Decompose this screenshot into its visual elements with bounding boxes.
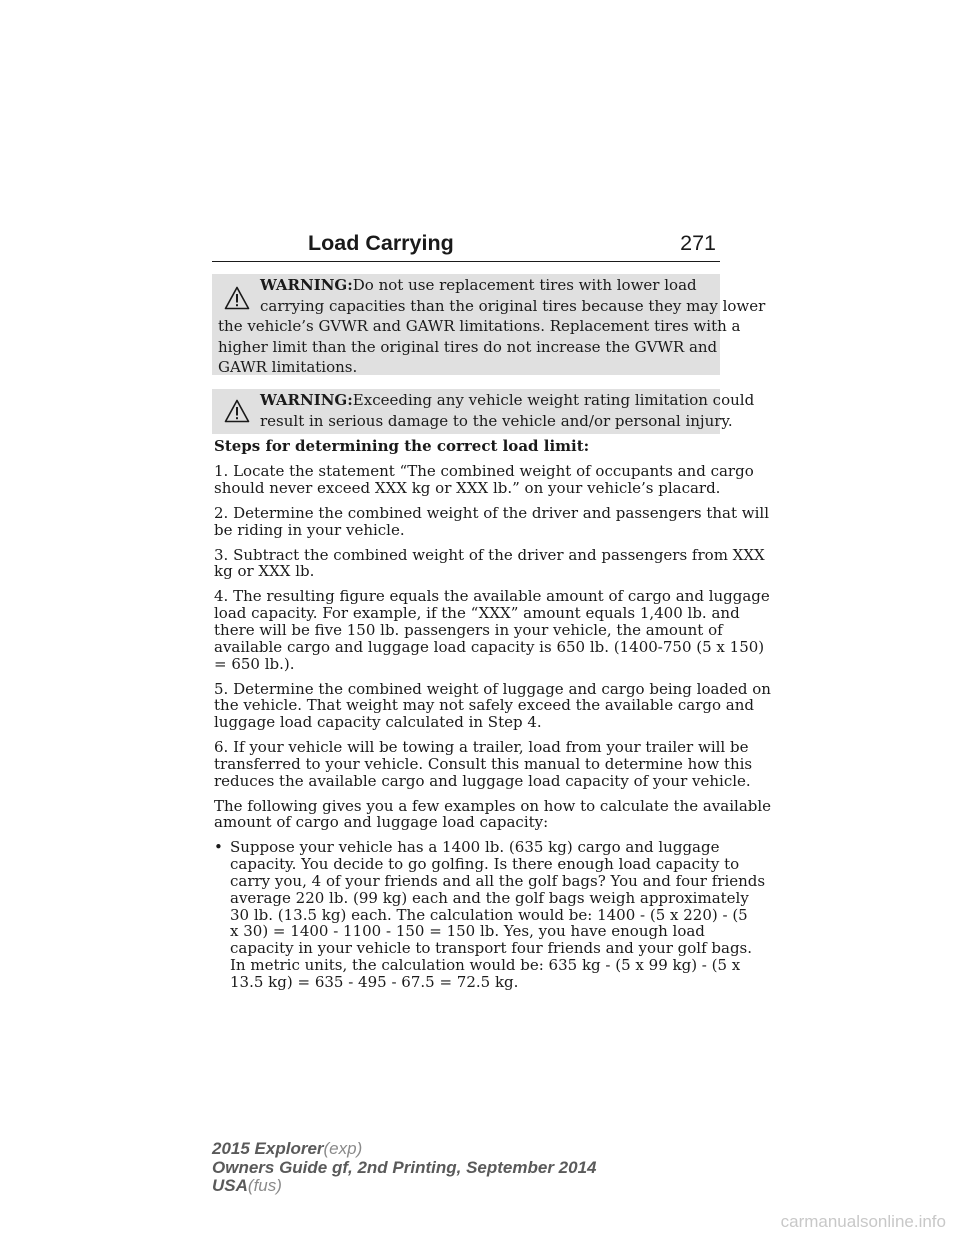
steps-heading: Steps for determining the correct load limit: (214, 437, 590, 455)
warning-text: Do not use replacement tires with lower load (352, 276, 697, 294)
bullet-marker: • (214, 838, 223, 857)
site-watermark: carmanualsonline.info (780, 1212, 946, 1231)
warning-line: higher limit than the original tires do not increase the GVWR and (218, 337, 718, 356)
warning-line: result in serious damage to the vehicle and/or personal injury. (260, 411, 733, 430)
body-content (214, 437, 772, 991)
step-5: 5. Determine the combined weight of luggage and cargo being loaded on the vehicle. That weight may not safely exceed the available cargo and luggage load capacity calculated in Step 4. (214, 679, 771, 732)
warning-box-weight-rating (212, 389, 755, 434)
step-1: 1. Locate the statement “The combined weight of occupants and cargo should never exceed XXX kg or XXX lb.” on your vehicle’s placard. (214, 461, 754, 497)
warning-triangle-icon (224, 286, 250, 310)
page-number: 271 (680, 231, 716, 255)
footer-edition-line: Owners Guide gf, 2nd Printing, September 2014 (212, 1157, 597, 1177)
example-bullet-item: • Suppose your vehicle has a 1400 lb. (635 kg) cargo and luggage capacity. You decide to go golfing. Is there enough load capacity to carry you, 4 of your friends and all the golf bags? You and four friends average 220 lb. (99 kg) each and the golf bags weigh approximately 30 lb. (13.5 kg) each. The calculation would be: 1400 - (5 x 220) - (5 x 30) = 1400 - 1100 - 150 = 150 lb. Yes, you have enough load capacity in your vehicle to transport four friends and your golf bags. In metric units, the calculation would be: 635 kg - (5 x 99 kg) - (5 x 13.5 kg) = 635 - 495 - 67.5 = 72.5 kg. (214, 838, 766, 991)
step-6: 6. If your vehicle will be towing a trailer, load from your trailer will be transferred to your vehicle. Consult this manual to determine how this reduces the available cargo and luggage load capacity of your vehicle. (214, 738, 753, 790)
warning-triangle-icon (224, 399, 250, 423)
step-4: 4. The resulting figure equals the available amount of cargo and luggage load capacity. For example, if the “XXX” amount equals 1,400 lb. and there will be five 150 lb. passengers in your vehicle, the amount of available cargo and luggage load capacity is 650 lb. (1400-750 (5 x 150) = 650 lb.). (214, 587, 770, 673)
warning-line: GAWR limitations. (218, 358, 358, 376)
document-footer (212, 1140, 596, 1196)
warning-first-line (212, 275, 720, 296)
warning-box-tires (212, 274, 766, 376)
warning-label: WARNING: (260, 391, 353, 409)
warning-line: carrying capacities than the original tires because they may lower (260, 296, 766, 315)
warning-line: the vehicle’s GVWR and GAWR limitations. Replacement tires with a (218, 317, 741, 335)
footer-model-line: 2015 Explorer(exp) (212, 1139, 363, 1158)
section-title: Load Carrying (308, 231, 454, 255)
warning-label: WARNING: (260, 276, 353, 294)
examples-intro: The following gives you a few examples on how to calculate the available amount of cargo and luggage load capacity: (214, 796, 772, 832)
footer-market-line: USA(fus) (212, 1176, 282, 1195)
warning-first-line (212, 390, 755, 411)
step-2: 2. Determine the combined weight of the driver and passengers that will be riding in your vehicle. (214, 503, 770, 539)
step-3: 3. Subtract the combined weight of the driver and passengers from XXX kg or XXX lb. (214, 545, 765, 581)
warning-text: Exceeding any vehicle weight rating limitation could (352, 391, 755, 409)
page-header (212, 225, 720, 262)
